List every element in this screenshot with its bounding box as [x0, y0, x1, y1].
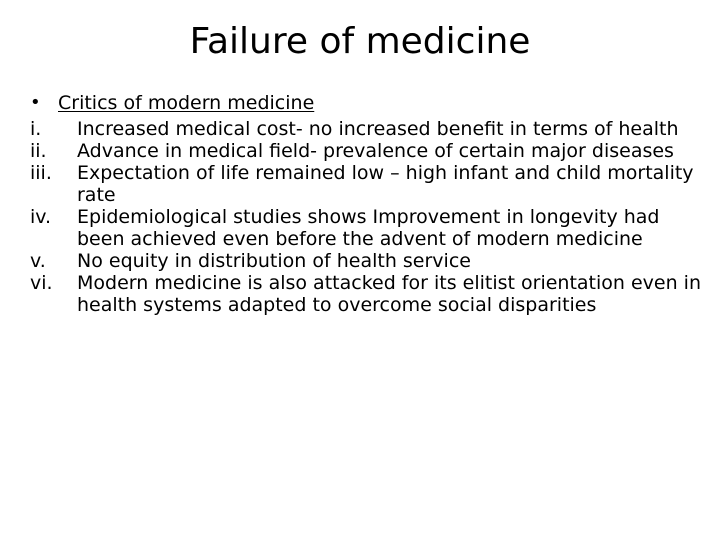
slide-title: Failure of medicine: [189, 21, 531, 62]
list-item: [30, 272, 702, 316]
list-item: [30, 250, 702, 272]
bullet-item: [30, 92, 702, 118]
list-item-number: v.: [30, 250, 46, 272]
list-item-number: iv.: [30, 206, 52, 228]
bullet-icon: •: [30, 92, 41, 113]
list-item-text: Increased medical cost- no increased benefit in terms of health: [77, 118, 679, 140]
list-item-text: Modern medicine is also attacked for its elitist orientation even in health systems adapted to overcome social disparities: [77, 272, 702, 316]
list-item-number: ii.: [30, 140, 47, 162]
bullet-heading: Critics of modern medicine: [58, 92, 315, 114]
list-item: [30, 206, 702, 250]
list-item: [30, 162, 702, 206]
list-item-number: vi.: [30, 272, 53, 294]
numbered-list: [30, 118, 702, 316]
list-item-text: Expectation of life remained low – high infant and child mortality rate: [77, 162, 694, 206]
list-item-number: iii.: [30, 162, 52, 184]
list-item: [30, 118, 702, 140]
list-item: [30, 140, 702, 162]
slide-content: [30, 92, 702, 316]
list-item-number: i.: [30, 118, 42, 140]
list-item-text: Advance in medical field- prevalence of certain major diseases: [77, 140, 674, 162]
list-item-text: No equity in distribution of health service: [77, 250, 471, 272]
list-item-text: Epidemiological studies shows Improvement in longevity had been achieved even before the advent of modern medicine: [77, 206, 660, 250]
